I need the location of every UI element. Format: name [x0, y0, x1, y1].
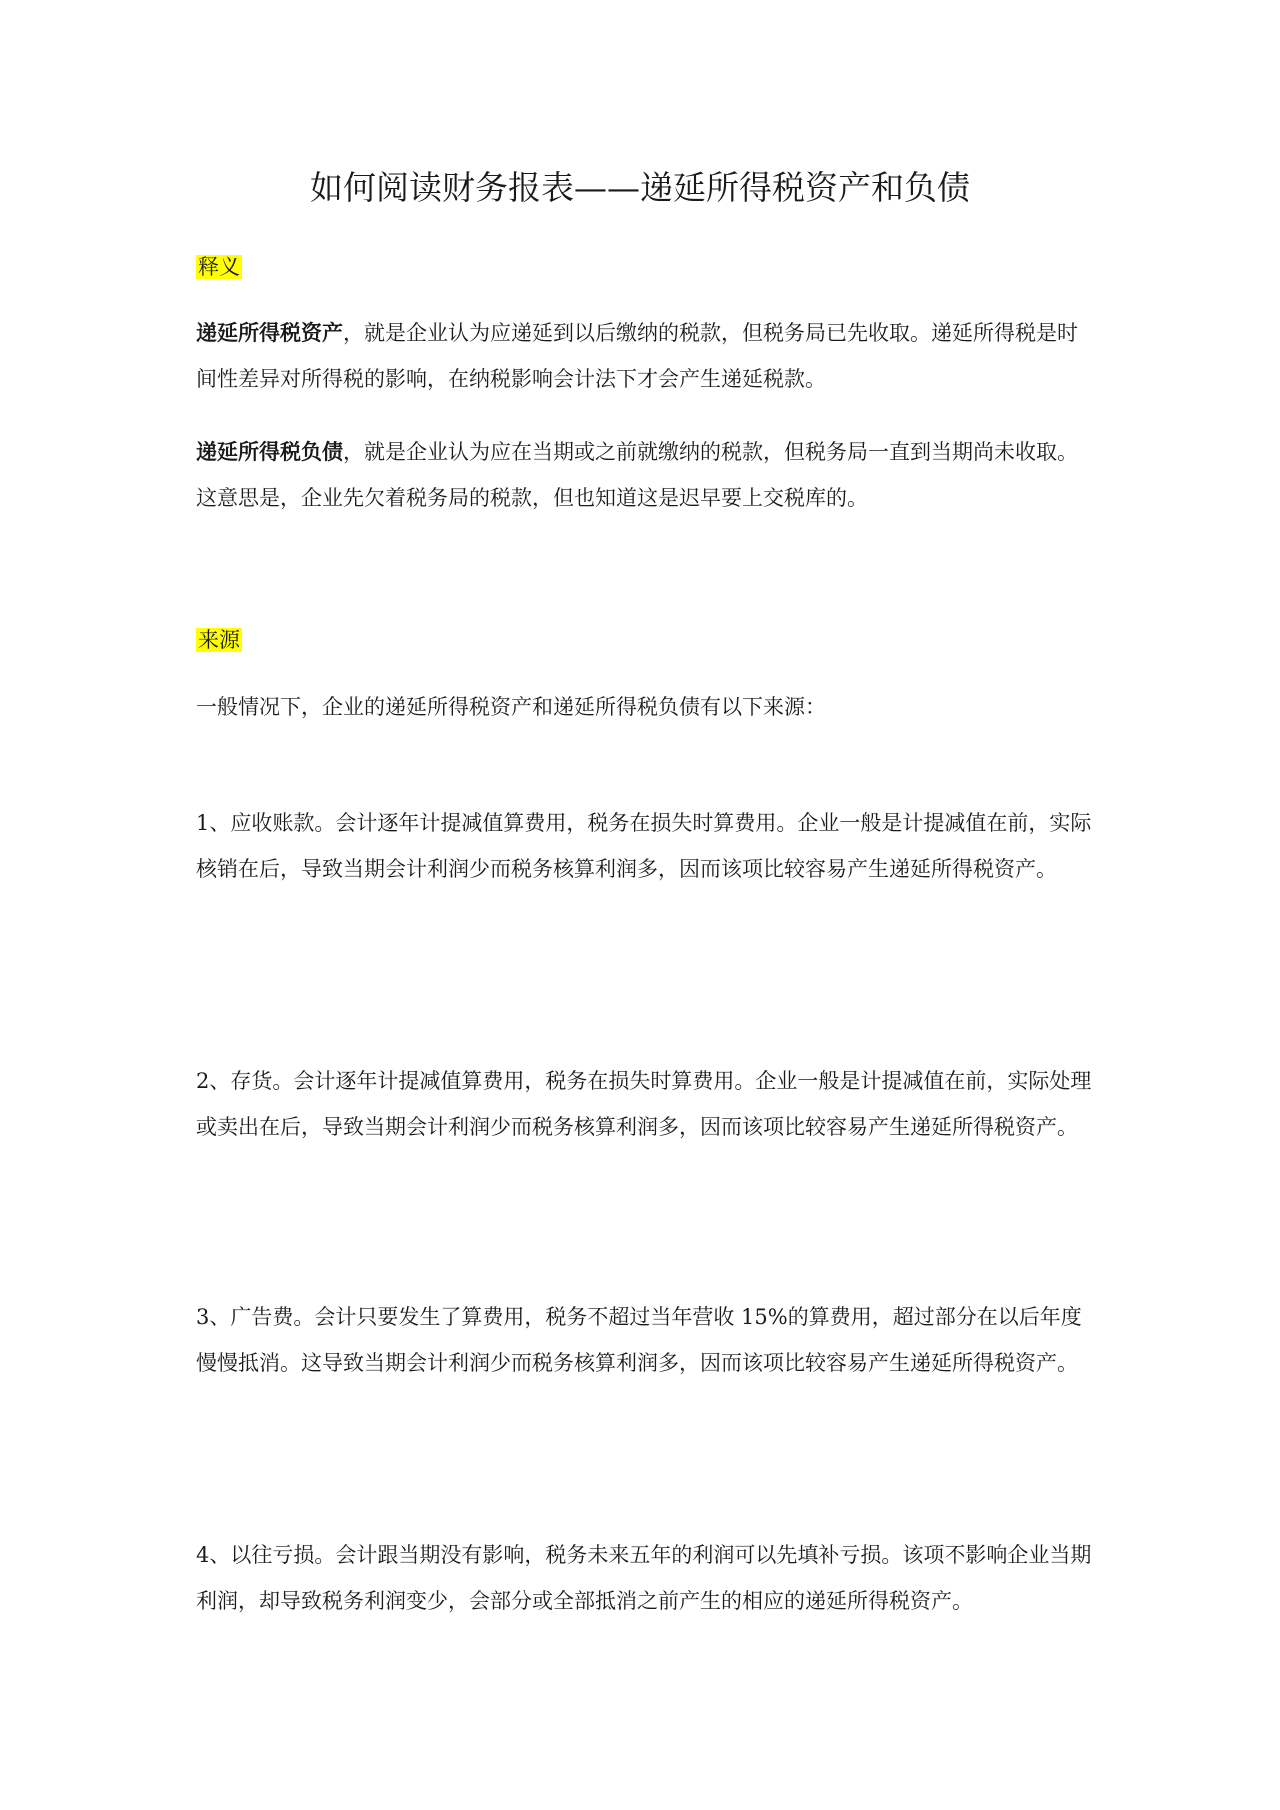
document-title: 如何阅读财务报表——递延所得税资产和负债: [310, 168, 970, 207]
section-heading-definition: [196, 252, 242, 282]
source-item-3: 3、广告费。会计只要发生了算费用，税务不超过当年营收 15%的算费用，超过部分在以后年度慢慢抵消。这导致当期会计利润少而税务核算利润多，因而该项比较容易产生递延所得税资产。: [196, 1305, 1082, 1375]
definition-paragraph-liability: [196, 429, 1098, 521]
definition-text-liability: ，就是企业认为应在当期或之前就缴纳的税款，但税务局一直到当期尚未收取。这意思是，企业先欠着税务局的税款，但也知道这是迟早要上交税库的。: [196, 440, 1078, 510]
definition-term-asset: 递延所得税资产: [196, 321, 343, 345]
source-item-2: 2、存货。会计逐年计提减值算费用，税务在损失时算费用。企业一般是计提减值在前，实际处理或卖出在后，导致当期会计利润少而税务核算利润多，因而该项比较容易产生递延所得税资产。: [196, 1069, 1092, 1139]
source-intro: 一般情况下，企业的递延所得税资产和递延所得税负债有以下来源：: [196, 695, 826, 719]
definition-paragraph-asset: [196, 310, 1098, 402]
section-heading-source: [196, 625, 242, 655]
definition-term-liability: 递延所得税负债: [196, 440, 343, 464]
section-heading-definition-label: 释义: [198, 255, 240, 279]
source-item-4: 4、以往亏损。会计跟当期没有影响，税务未来五年的利润可以先填补亏损。该项不影响企业当期利润，却导致税务利润变少，会部分或全部抵消之前产生的相应的递延所得税资产。: [196, 1543, 1092, 1613]
source-item-1: 1、应收账款。会计逐年计提减值算费用，税务在损失时算费用。企业一般是计提减值在前，实际核销在后，导致当期会计利润少而税务核算利润多，因而该项比较容易产生递延所得税资产。: [196, 811, 1092, 881]
section-heading-source-label: 来源: [198, 628, 240, 652]
definition-text-asset: ，就是企业认为应递延到以后缴纳的税款，但税务局已先收取。递延所得税是时间性差异对所得税的影响，在纳税影响会计法下才会产生递延税款。: [196, 321, 1078, 391]
